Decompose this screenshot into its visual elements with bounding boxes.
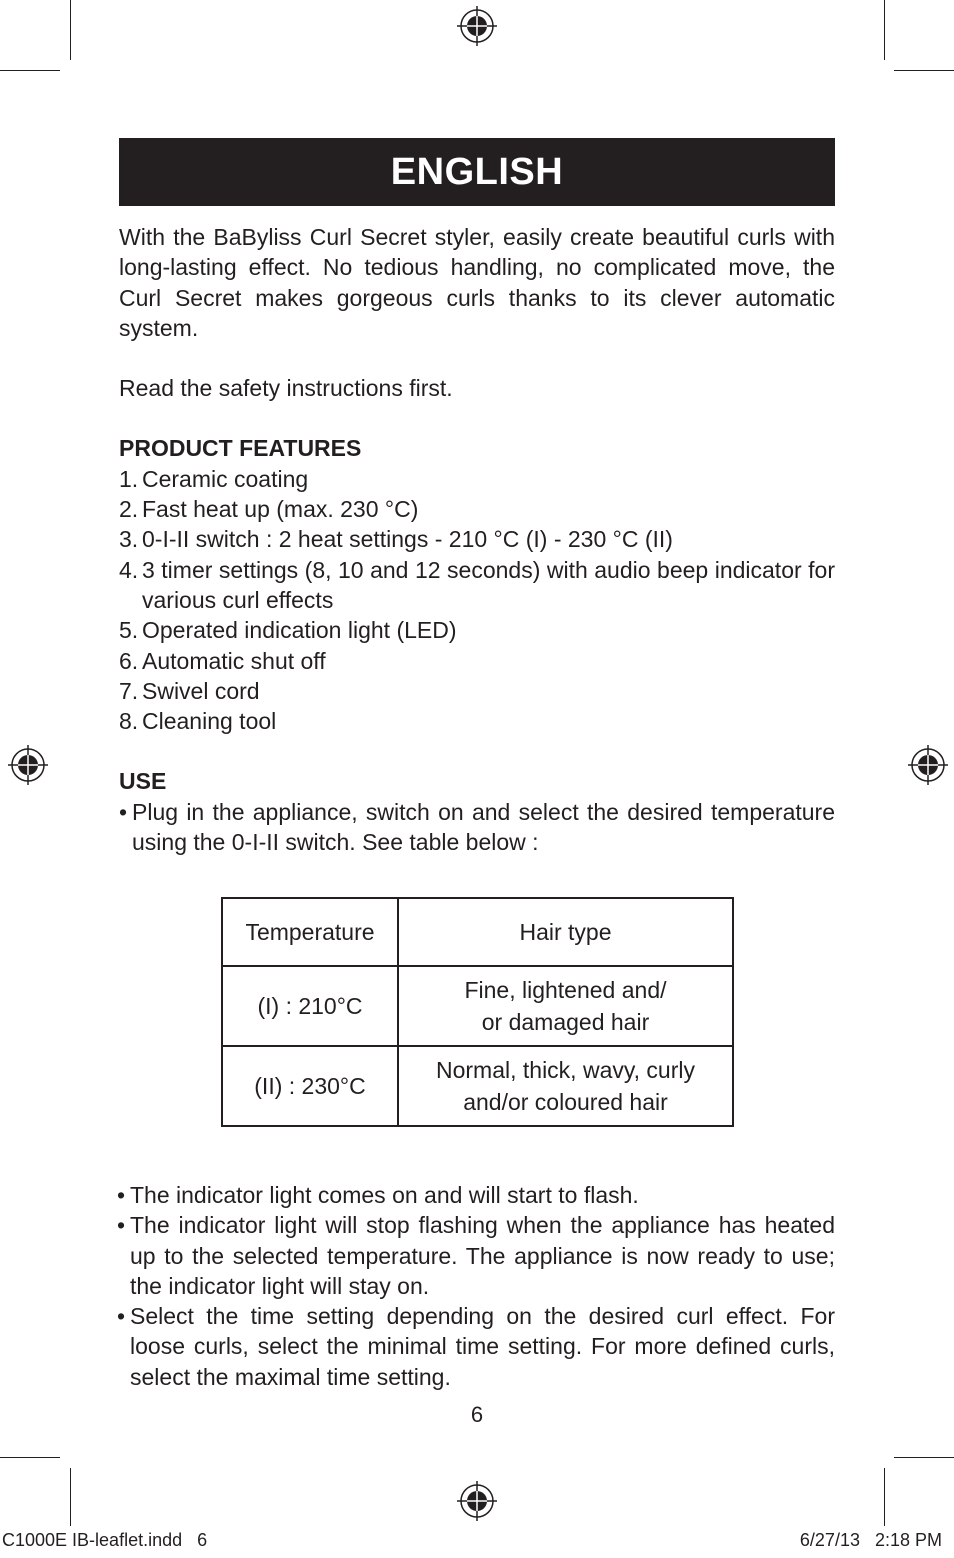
intro-paragraph: With the BaByliss Curl Secret styler, easily create beautiful curls with long-lasting effect. No tedious handling, no complicated move, the Curl Secret makes gorgeous curls thanks to its clever automatic system. — [119, 224, 835, 341]
table-cell: (II) : 230°C — [222, 1046, 398, 1126]
list-item: • The indicator light will stop flashing when the appliance has heated up to the selected temperature. The appliance is now ready to use; the indicator light will stay on. — [117, 1212, 835, 1299]
crop-mark — [894, 70, 954, 71]
list-item: 7. Swivel cord — [119, 677, 260, 704]
features-list — [119, 464, 835, 737]
registration-mark-icon — [457, 1481, 497, 1521]
page-number: 6 — [470, 1402, 484, 1427]
table-header-row — [222, 898, 733, 966]
registration-mark-icon — [457, 6, 497, 46]
registration-mark-icon — [908, 745, 948, 785]
main-content — [119, 222, 835, 857]
table-cell: (I) : 210°C — [222, 966, 398, 1046]
list-item: 3. 0-I-II switch : 2 heat settings - 210 °C (I) - 230 °C (II) — [119, 526, 673, 553]
use-heading: USE — [119, 768, 167, 795]
list-item: 5. Operated indication light (LED) — [119, 617, 457, 644]
crop-mark — [70, 0, 71, 60]
list-item: • The indicator light comes on and will start to flash. — [117, 1182, 639, 1208]
crop-mark — [884, 0, 885, 60]
crop-mark — [70, 1468, 71, 1526]
slug-timestamp: 6/27/13 2:18 PM — [799, 1530, 942, 1550]
crop-mark — [894, 1457, 954, 1458]
crop-mark — [0, 1457, 60, 1458]
use-steps-list — [117, 1180, 835, 1392]
table-cell: Fine, lightened and/ or damaged hair — [398, 966, 733, 1046]
registration-mark-icon — [8, 745, 48, 785]
list-item: 2. Fast heat up (max. 230 °C) — [119, 496, 419, 523]
slug-file-info: C1000E IB-leaflet.indd 6 — [2, 1530, 208, 1550]
list-item: • Plug in the appliance, switch on and select the desired temperature using the 0-I-II switch. See table below : — [119, 798, 835, 856]
crop-mark — [0, 70, 60, 71]
use-intro-list — [119, 797, 835, 858]
table-row — [222, 966, 733, 1046]
language-banner — [119, 138, 835, 206]
table-row — [222, 1046, 733, 1126]
list-item: • Select the time setting depending on the desired curl effect. For loose curls, select the minimal time setting. For more defined curls, select the maximal time setting. — [117, 1303, 835, 1390]
language-title: ENGLISH — [390, 150, 564, 193]
list-item: 8. Cleaning tool — [119, 708, 277, 735]
temperature-table — [221, 897, 734, 1127]
list-item: 4. 3 timer settings (8, 10 and 12 seconds) with audio beep indicator for various curl effects — [119, 556, 835, 613]
table-header: Hair type — [398, 898, 733, 966]
features-heading: PRODUCT FEATURES — [119, 435, 362, 462]
list-item: 1. Ceramic coating — [119, 465, 309, 492]
table-header: Temperature — [222, 898, 398, 966]
list-item: 6. Automatic shut off — [119, 647, 326, 674]
safety-note: Read the safety instructions first. — [119, 375, 453, 402]
crop-mark — [884, 1468, 885, 1526]
table-cell: Normal, thick, wavy, curly and/or coloured hair — [398, 1046, 733, 1126]
